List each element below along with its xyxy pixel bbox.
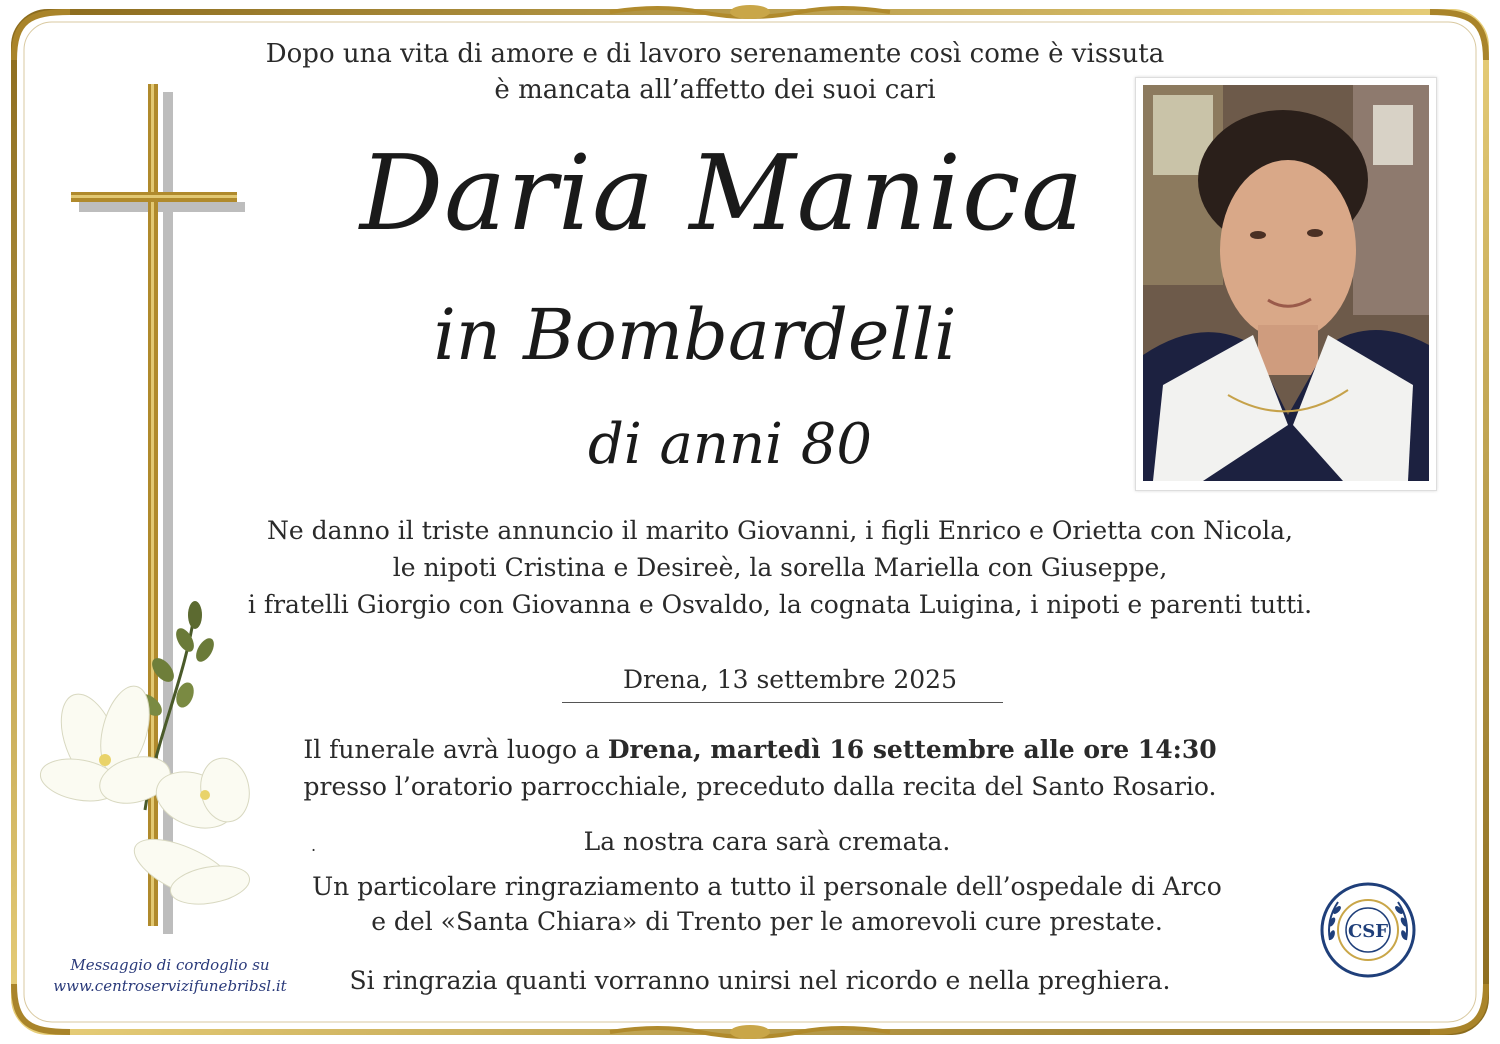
condolence-message [40,955,300,997]
intro-line-1: Dopo una vita di amore e di lavoro serenamente così come è vissuta [265,39,1165,69]
announcement-line-2: le nipoti Cristina e Desireè, la sorella Mariella con Giuseppe, [392,553,1168,582]
thanks-line-2: e del «Santa Chiara» di Trento per le amorevoli cure prestate. [371,907,1163,936]
closing-line: Si ringrazia quanti vorranno unirsi nel ricordo e nella preghiera. [349,966,1171,995]
cremation-note: La nostra cara sarà cremata. [583,827,951,856]
portrait-image [1143,85,1429,481]
deceased-name: Daria Manica [359,132,1085,254]
funeral-prefix: Il funerale avrà luogo a [303,735,608,764]
funeral-datetime: Drena, martedì 16 settembre alle ore 14:30 [607,735,1217,764]
condolence-label: Messaggio di cordoglio su [70,956,270,974]
announcement-line-1: Ne danno il triste annuncio il marito Giovanni, i figli Enrico e Orietta con Nicola, [267,516,1293,545]
portrait-photo [1135,77,1437,491]
stray-dot: . [311,836,317,855]
place-date: Drena, 13 settembre 2025 [623,665,957,694]
announcement-line-3: i fratelli Giorgio con Giovanna e Osvaldo, la cognata Luigina, i nipoti e parenti tutti. [247,590,1313,619]
csf-logo-initials: CSF [1347,921,1389,942]
thanks-line-1: Un particolare ringraziamento a tutto il personale dell’ospedale di Arco [312,872,1222,901]
csf-logo [1318,880,1418,980]
date-divider [562,702,1003,703]
funeral-line-2: presso l’oratorio parrocchiale, preceduto dalla recita del Santo Rosario. [303,772,1217,801]
deceased-age: di anni 80 [587,412,873,477]
condolence-url-link[interactable]: www.centroservizifunebribsl.it [53,977,287,995]
married-name: in Bombardelli [433,294,957,376]
intro-line-2: è mancata all’affetto dei suoi cari [494,75,936,105]
funeral-line-1 [10,731,1500,768]
